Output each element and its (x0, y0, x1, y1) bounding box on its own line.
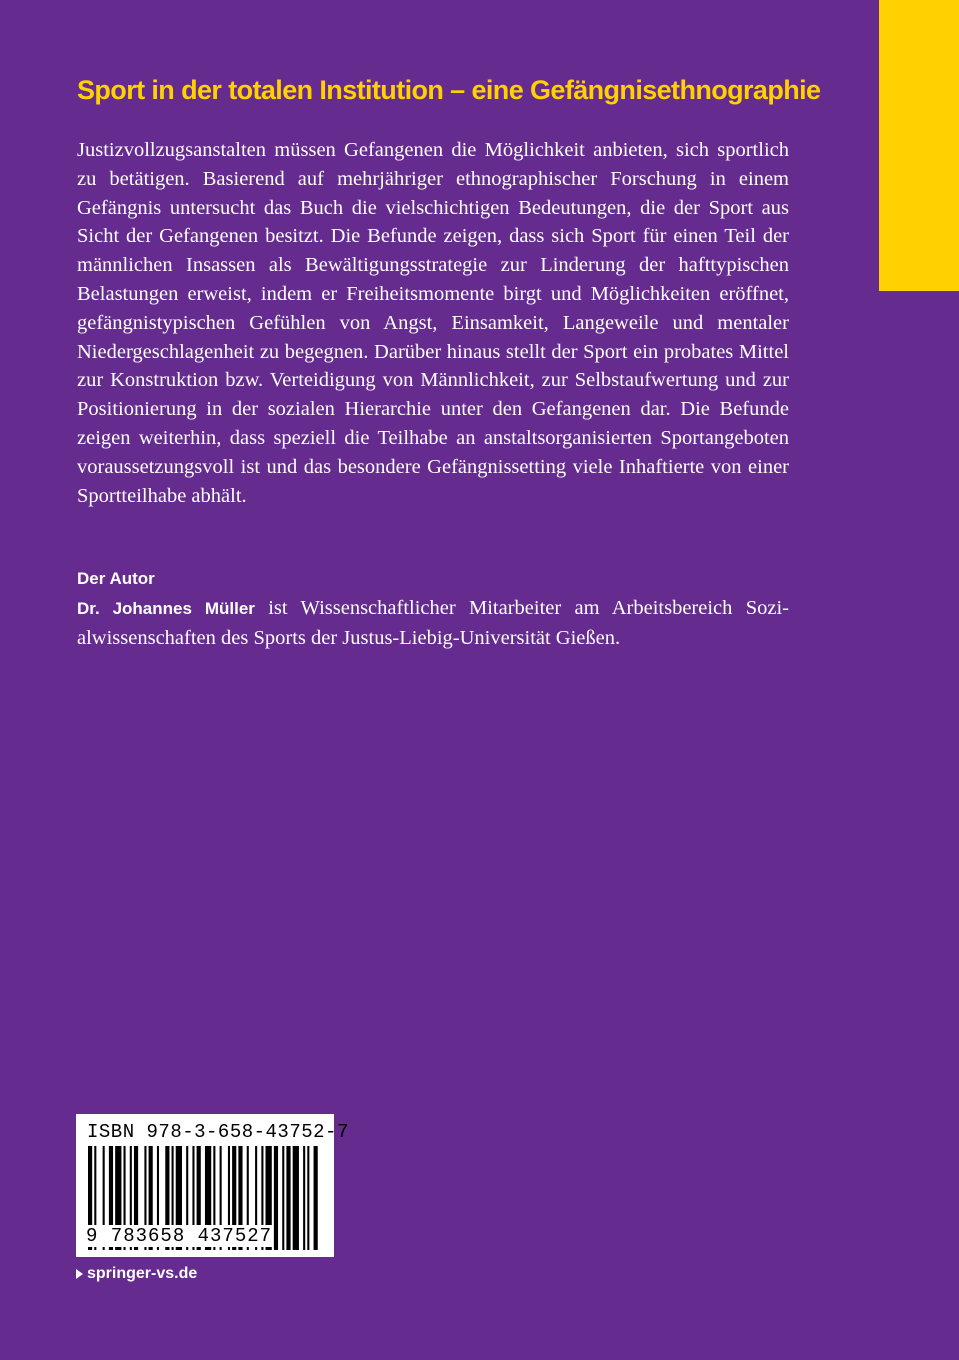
isbn-barcode (76, 1114, 349, 1257)
ean-digits: 9 783658 437527 (86, 1225, 273, 1247)
accent-tab (879, 0, 959, 291)
ean-number (86, 1224, 324, 1248)
arrow-right-icon (76, 1269, 83, 1279)
book-title: Sport in der totalen Institution – eine Gefängnisethnographie (77, 75, 821, 105)
isbn-number: ISBN 978-3-658-43752-7 (87, 1121, 349, 1143)
author-heading: Der Autor (77, 569, 155, 588)
publisher-link-text: springer-vs.de (87, 1265, 198, 1282)
author-name: Dr. Johannes Müller (77, 599, 255, 618)
book-blurb: Justizvollzugsanstalten müssen Gefangenen die Möglichkeit anbieten, sich sportlich zu betätigen. Basierend auf mehrjähriger ethnographischer Forschung in einem Gefängnis untersucht das Buch die vielschichtigen Bedeutungen, die der Sport aus Sicht der Gefangenen besitzt. Die Befunde zeigen, dass sich Sport für einen Teil der männlichen Insassen als Bewältigungsstrategie zur Linderung der hafttypischen Belastungen erweist, indem er Freiheitsmomente birgt und Möglichkeiten eröffnet, gefängnistypischen Gefühlen von Angst, Einsamkeit, Langeweile und mentaler Niedergeschlagenheit zu begegnen. Darüber hinaus stellt der Sport ein probates Mittel zur Konstruktion bzw. Verteidigung von Männlichkeit, zur Selbstaufwertung und zur Positionierung in der sozialen Hierarchie unter den Gefangenen dar. Die Befunde zeigen weiterhin, dass speziell die Teilhabe an anstaltsorganisierten Sportangeboten voraussetzungsvoll ist und das besondere Gefängnissetting viele Inhaftierte von einer Sportteilhabe abhält. (77, 139, 789, 507)
author-bio-text: ist Wissenschaftlicher Mitarbeiter am Arbeitsbereich Sozialwissenschaften des Sports der Justus-Liebig-Universität Gießen. (77, 597, 789, 649)
author-bio (77, 594, 789, 653)
publisher-link[interactable] (76, 1263, 197, 1285)
